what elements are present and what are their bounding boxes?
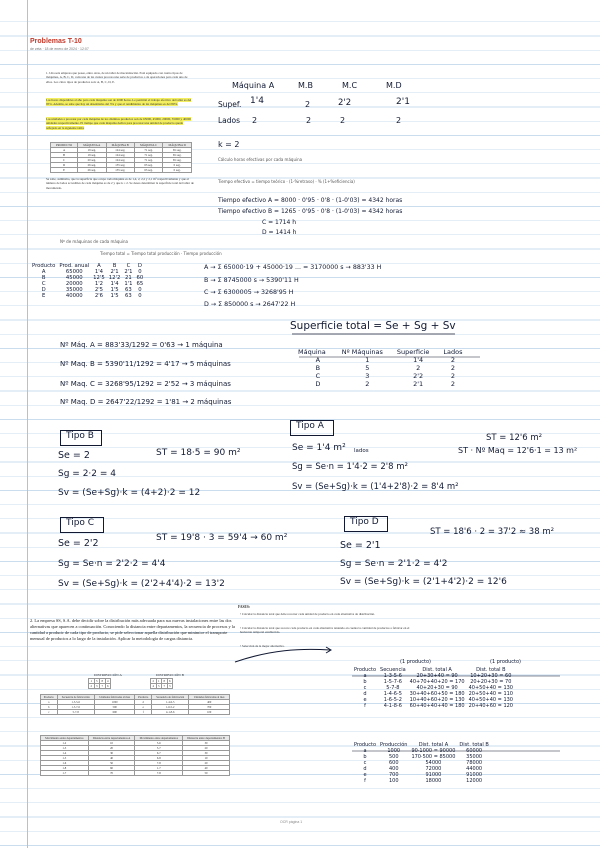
table-row: 1-4 30 6-7 30 — [41, 751, 230, 756]
table-row: 1-8 60 1-7 40 — [41, 766, 230, 771]
table-row: a 1-3-5-6 20+30+40 = 90 10+20+30 = 60 — [363, 673, 512, 679]
distance-table: Movimiento entre departamentos Distancia entre departamentos A Movimiento entre departamentos Distancia entre departamentos B 1-2 10 5-6 30 1-3 20 5-7 20 1-4 30 6-7 30 1-5 40 6-8 10 1-6 50 7-8 20 1-8 60 1-7 40 1-7 70 7-8 50 — [40, 735, 230, 776]
tipo-c-se: Se = 2'2 — [58, 538, 99, 549]
hw-header-maq-a: Máquina A — [232, 81, 275, 90]
hw-sum-c: C → Σ 6300005 → 3268'95 H — [204, 289, 294, 296]
hw-sum-a: A → Σ 65000·19 + 45000·19 ... = 3170000 s → 883'33 H — [204, 264, 382, 271]
table-row: 1-3 20 5-7 20 — [41, 746, 230, 751]
problem-1-text-c: Las unidades a procesar por cada máquina de los distintos productos son de 65000, 45000, 20000, 35000 y 40000 unidades respectivamente. El tiempo que cada máquina dedica para procesar una unidad de producto queda reflejado en la siguiente tabla: — [46, 117, 191, 130]
tipo-b-sg: Sg = 2·2 = 4 — [58, 469, 116, 479]
tipo-b-st: ST = 18·5 = 90 m² — [156, 448, 241, 458]
table-row: B 5 2 2 — [315, 364, 456, 372]
distribucion-b-grid: 2 1 8 6 4 5 7 3 — [150, 678, 173, 689]
table-row: D 26 seg. 135 seg. 63 seg. 0 seg. — [51, 163, 192, 168]
table-row: D 2 2'1 2 — [315, 380, 456, 388]
table-row: D 35000 2'5 1'5 63 0 — [41, 287, 142, 293]
arrow-stroke — [235, 649, 330, 662]
table-row: b 500 170·500 = 85000 35000 — [363, 754, 483, 760]
tipo-a-st-total: ST · Nº Maq = 12'6·1 = 13 m² — [458, 446, 578, 455]
page-footer: OCR página 1 — [280, 820, 303, 824]
page-subtitle: de zeta · 18 de enero de 2024 · 12:07 — [30, 47, 89, 51]
tipo-d-label: Tipo D — [350, 517, 379, 527]
table-row: C 20 seg. 124 seg. 71 seg. 65 seg. — [51, 158, 192, 163]
hw-nmaq-a: Nº Máq. A = 883'33/1292 = 0'63 → 1 máquina — [60, 341, 223, 349]
table-row: c 5-7-8 600 f 4-1-8-6 100 — [41, 710, 230, 715]
page-title: Problemas T-10 — [30, 38, 82, 45]
table-row: E 40000 2'6 1'5 63 0 — [42, 293, 142, 299]
hw-superficie-table: Máquina Nº Máquinas Superficie Lados A 1 1'4 2 B 5 2 2 C 3 2'2 2 D 2 2'1 2 — [298, 348, 463, 388]
table-header: MÁQUINA D — [163, 143, 192, 148]
table-row: c 600 54000 78000 — [363, 760, 483, 766]
hw-time-eff-c: C = 1714 h — [262, 219, 297, 226]
tipo-a-se: Se = 1'4 m² — [292, 443, 346, 453]
tipo-b-se: Se = 2 — [58, 450, 90, 461]
table-row: b 1-5-7-6 500 e 1-6-5-2 700 — [41, 705, 230, 710]
table-row: A 65000 1'4 2'1 2'1 0 — [41, 269, 142, 275]
table-row: a 1000 90·1000 = 90000 60000 — [363, 748, 483, 754]
tipo-a-st: ST = 12'6 m² — [486, 433, 543, 443]
table-row: A 1 1'4 2 — [315, 356, 456, 364]
tipo-c-label: Tipo C — [66, 518, 95, 528]
phases-item-3: • Selección de la mejor alternativa. — [240, 644, 285, 648]
hw-note-tiempo-efectivo: Tiempo efectivo = tiempo teórico · (1-%retraso) · % (1+%eficiencia) — [218, 179, 355, 184]
phases-title: FASES: — [238, 605, 251, 609]
hw-cell: 2 — [306, 116, 312, 125]
tipo-a-sv: Sv = (Se+Sg)·k = (1'4+2'8)·2 = 8'4 m² — [292, 482, 459, 492]
tipo-b-label: Tipo B — [66, 431, 94, 441]
tipo-a-sg: Sg = Se·n = 1'4·2 = 2'8 m² — [292, 462, 408, 472]
hw-time-eff-d: D = 1414 h — [262, 229, 297, 236]
tipo-d-sv: Sv = (Se+Sg)·k = (2'1+4'2)·2 = 12'6 — [340, 577, 507, 587]
table-header: MÁQUINA A — [78, 143, 106, 148]
hw-distance-per-unit-table: Producto Secuencia Dist. total A Dist. total B a 1-3-5-6 20+30+40 = 90 10+20+30 = 60 b 1-5-7-6 40+70+40+20 = 170 20+20+30 = 70 c 5-7-8 40+20+30 = 90 40+50+40 = 130 d 1-4-6-5 30+40+60+50 = 180 20+50+40 = 110 e 1-6-5-2 10+40+60+20 = 130 40+50+40 = 130 f 4-1-8-6 60+40+40+40 = 180 20+40+60 = 120 — [354, 667, 513, 709]
table-header: PRODUCTO — [51, 143, 78, 148]
tipo-c-st: ST = 19'8 · 3 = 59'4 → 60 m² — [156, 533, 288, 543]
hw-time-eff-a: Tiempo efectivo A = 8000 · 0'95 · 0'8 · (1-0'03) = 4342 horas — [218, 197, 403, 204]
hw-cell: 2'1 — [396, 97, 410, 107]
hw-sum-b: B → Σ 8745000 s → 5390'11 H — [204, 277, 299, 284]
hw-header-maq-d: M.D — [386, 81, 402, 90]
table-row: B 19 seg. 124 seg. 71 seg. 65 seg. — [51, 153, 192, 158]
hw-cell: 1'4 — [250, 96, 264, 106]
table-header: MÁQUINA B — [106, 143, 134, 148]
distribucion-a-label: DISTRIBUCIÓN A — [94, 673, 122, 677]
tipo-d-st: ST = 18'6 · 2 = 37'2 ≈ 38 m² — [430, 527, 555, 537]
table-row: C 20000 1'2 1'4 1'1 65 — [41, 281, 144, 287]
hw-cell: 2 — [305, 100, 311, 109]
tipo-c-sg: Sg = Se·n = 2'2·2 = 4'4 — [58, 559, 166, 569]
hw-cell: 2 — [252, 116, 258, 125]
table-row: f 4-1-8-6 60+40+40+40 = 180 20+40+60 = 120 — [364, 703, 513, 709]
hw-one-product-label-b: (1 producto) — [490, 659, 521, 665]
table-row: f 100 18000 12000 — [364, 778, 483, 784]
table-row: e 1-6-5-2 10+40+60+20 = 130 40+50+40 = 130 — [363, 697, 513, 703]
tipo-b-sv: Sv = (Se+Sg)·k = (4+2)·2 = 12 — [58, 488, 201, 498]
table-row: E 26 seg. 135 seg. 63 seg. 0 seg. — [51, 168, 192, 173]
hw-note-num-maquinas: Nº de máquinas de cada máquina — [60, 239, 128, 244]
hw-header-maq-c: M.C — [342, 81, 358, 90]
table-row: C 3 2'2 2 — [315, 372, 456, 380]
hw-note-tiempo-total: Tiempo total = Tiempo total producción · Tiempo producción — [100, 251, 222, 256]
table-row: B 45000 12'5 12'2 21 60 — [41, 275, 144, 281]
hw-cell: 2'2 — [338, 98, 352, 108]
hw-total-distance-table: Producto Producción Dist. total A Dist. total B a 1000 90·1000 = 90000 60000 b 500 170·500 = 85000 35000 c 600 54000 78000 d 400 72000 44000 e 700 91000 91000 f 100 18000 12000 — [354, 742, 489, 784]
hw-sum-d: D → Σ 850000 s → 2647'22 H — [204, 301, 296, 308]
table-row: c 5-7-8 40+20+30 = 90 40+50+40 = 130 — [363, 685, 513, 691]
table-header: MÁQUINA C — [134, 143, 162, 148]
hw-cell: 2 — [396, 116, 402, 125]
tipo-d-sg: Sg = Se·n = 2'1·2 = 4'2 — [340, 559, 448, 569]
problem-2-text: 2. La empresa SS, S.A. debe decidir sobre la distribución más adecuada para sus nuevas instalaciones entre las dos alternativas que aparecen a continuación. Conociendo la distancia entre departamentos, la secuencia de procesos y la cantidad a producir de cada tipo de producto, se pide seleccionar aquella distribución que minimice el transporte mensual de productos a lo largo de la instalación. Aplicar la metodología de cargas distancia. — [30, 618, 235, 642]
phases-item-1: • Calcular la distancia total que debe recorrer cada unidad de producto en cada alternativa de distribución. — [240, 612, 375, 616]
table-row: 1-6 50 7-8 20 — [41, 761, 230, 766]
table-row: 1-5 40 6-8 10 — [41, 756, 230, 761]
table-row: 1-2 10 5-6 30 — [41, 741, 230, 746]
hw-production-table: Producto Prod. anual A B C D A 65000 1'4 2'1 2'1 0 B 45000 12'5 12'2 21 60 C 20000 1'2 1'4 1'1 65 D 35000 2'5 1'5 63 0 E 40000 2'6 1'5 63 0 — [32, 263, 144, 299]
distribucion-b-label: DISTRIBUCIÓN B — [156, 673, 184, 677]
problem-1-text-a: 1. Una seis empresa que posee, entre otras, de un taller de mecanización. Está equipado con cuatro tipos de máquinas, A, B, C, D, cada una de las cuales procesa una serie de productos o de operaciones para cada uno de ellos. Los cinco tipos de productos son: A, B, C, D, E. — [46, 71, 188, 84]
table-row: A 19 seg. 124 seg. 71 seg. 65 seg. — [51, 148, 192, 153]
hw-note-horas: Cálculo horas efectivas por cada máquina — [218, 157, 303, 162]
distribucion-a-grid: 1 5 8 4 2 3 7 6 — [88, 678, 111, 689]
tipo-d-se: Se = 2'1 — [340, 540, 381, 551]
hw-time-eff-b: Tiempo efectivo B = 1265 · 0'95 · 0'8 · (1-0'03) = 4342 horas — [218, 208, 403, 215]
tipo-a-label: Tipo A — [296, 421, 324, 431]
hw-nmaq-b: Nº Maq. B = 5390'11/1292 = 4'17 → 5 máquinas — [60, 360, 231, 368]
table-row: d 400 72000 44000 — [363, 766, 483, 772]
phases-item-2: • Calcular la distancia total que recorre cada producto en cada alternativa teniendo en cuenta la cantidad de productos a fabricar en el horizonte temporal establecido. — [240, 626, 410, 635]
table-row: e 700 91000 91000 — [363, 772, 483, 778]
tipo-c-sv: Sv = (Se+Sg)·k = (2'2+4'4)·2 = 13'2 — [58, 579, 225, 589]
tipo-a-lados: lados — [354, 448, 369, 454]
table-row: b 1-5-7-6 40+70+40+20 = 170 20+20+30 = 70 — [363, 679, 512, 685]
hw-row-label-superficie: Supef. — [218, 100, 242, 109]
hw-header-maq-b: M.B — [298, 81, 313, 90]
hw-superficie-title: Superficie total = Se + Sg + Sv — [290, 320, 456, 332]
hw-k-value: k = 2 — [218, 140, 240, 149]
sequence-table: Producto Secuencia de fabricación Unidades fabricadas al mes Producto Secuencia de fabricación Unidades fabricadas al mes a 1-3-5-6 1000 d 1-4-6-5 400 b 1-5-7-6 500 e 1-6-5-2 700 c 5-7-8 600 f 4-1-8-6 100 — [40, 694, 230, 715]
problem-1-text-b: Las horas disponibles al año para cada máquina son de 2000 horas. Le permitió el trabajo efectivo del taller es del 95%. Además, se sabe que hay un absentismo del 3% y que el rendimiento de las máquinas es del 80%. — [46, 98, 192, 107]
table-row: 1-7 70 7-8 50 — [41, 771, 230, 776]
hw-cell: 2 — [340, 116, 346, 125]
hw-one-product-label-a: (1 producto) — [400, 659, 431, 665]
hw-row-label-lados: Lados — [218, 116, 241, 125]
hw-nmaq-c: Nº Maq. C = 3268'95/1292 = 2'52 → 3 máquinas — [60, 380, 231, 388]
table-row: a 1-3-5-6 1000 d 1-4-6-5 400 — [41, 700, 230, 705]
problem-1-text-d: Se sabe, asimismo, que la superficie que ocupa cada máquina es de 1,4, 2, 2,2 y 2,1 m² respectivamente y que el número de lados accesibles de cada máquina es de 2 y que k = 2. Se desea determinar la superficie total del taller de mecanizado. — [46, 177, 194, 190]
table-row: d 1-4-6-5 30+40+60+50 = 180 20+50+40 = 110 — [363, 691, 513, 697]
hw-nmaq-d: Nº Maq. D = 2647'22/1292 = 1'81 → 2 máquinas — [60, 398, 232, 406]
